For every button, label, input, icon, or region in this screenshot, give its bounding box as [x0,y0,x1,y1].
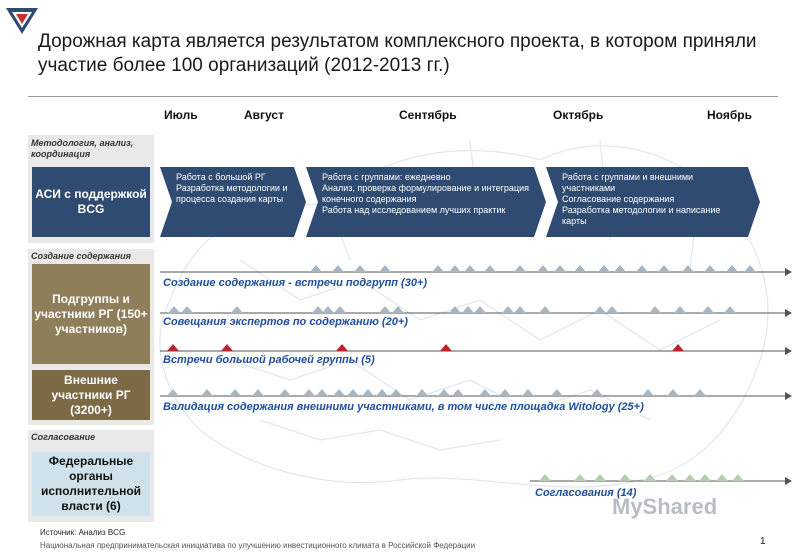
timeline-2-marker [674,306,686,313]
timeline-1-marker [682,265,694,272]
timeline-2-marker [594,306,606,313]
timeline-5-marker [594,474,606,481]
timeline-label-3: Встречи большой рабочей группы (5) [163,354,375,366]
timeline-label-5: Согласования (14) [535,487,637,499]
timeline-2-marker [474,306,486,313]
timeline-4-marker [667,389,679,396]
timeline-2-marker [449,306,461,313]
phase-3-text: Работа с группами и внешними участниками Согласование содержания Разработка методологии и написание карты [562,172,721,226]
watermark [612,494,717,520]
subgroups-label: Подгруппы и участники РГ (150+ участников) [34,291,148,336]
timeline-arrow-2 [785,309,792,317]
timeline-4-marker [642,389,654,396]
federal-label: Федеральные органы исполнительной власти (6) [40,454,142,513]
month-sep: Сентябрь [399,108,457,122]
timeline-2-marker [502,306,514,313]
timeline-2-marker [312,306,324,313]
timeline-1-marker [484,265,496,272]
approval-section-label: Согласование [31,432,96,442]
timeline-2-marker [392,306,404,313]
timeline-4-marker [333,389,345,396]
timeline-4-marker [551,389,563,396]
timeline-4-marker [499,389,511,396]
timeline-1-marker [537,265,549,272]
timeline-2-marker [539,306,551,313]
timeline-5-marker [574,474,586,481]
timeline-1-marker [554,265,566,272]
timeline-3-marker [336,344,348,351]
timeline-4-marker [376,389,388,396]
timeline-5-marker [539,474,551,481]
phase-1-text: Работа с большой РГ Разработка методологии и процесса создания карты [176,172,288,204]
month-aug: Август [244,108,284,122]
month-jul: Июль [164,108,198,122]
timeline-4-marker [591,389,603,396]
timeline-2-marker [606,306,618,313]
timeline-3-marker [672,344,684,351]
timeline-label-2: Совещания экспертов по содержанию (20+) [163,316,408,328]
timeline-5-marker [644,474,656,481]
timeline-5-marker [684,474,696,481]
footer-org: Национальная предпринимательская инициатива по улучшению инвестиционного климата в Российской Федерации [40,541,476,550]
timeline-3-marker [221,344,233,351]
timeline-5-marker [619,474,631,481]
timeline-1-marker [598,265,610,272]
timeline-2-marker [649,306,661,313]
timeline-4-marker [167,389,179,396]
timeline-4-marker [479,389,491,396]
timeline-arrow-3 [785,347,792,355]
timeline-4-marker [279,389,291,396]
timeline-5-marker [716,474,728,481]
timeline-1-marker [574,265,586,272]
timeline-1-marker [614,265,626,272]
timeline-4-marker [303,389,315,396]
timeline-4-marker [390,389,402,396]
timeline-3-marker [440,344,452,351]
timeline-1-marker [514,265,526,272]
timeline-4-marker [252,389,264,396]
timeline-1-marker [310,265,322,272]
timeline-4-marker [362,389,374,396]
methodology-section-label: Методология, анализ, координация [31,138,134,159]
timeline-2-marker [462,306,474,313]
timeline-1-marker [449,265,461,272]
timeline-1-marker [636,265,648,272]
timeline-1-marker [332,265,344,272]
timeline-1-marker [658,265,670,272]
timeline-4-marker [522,389,534,396]
timeline-2-marker [322,306,334,313]
timeline-2-marker [724,306,736,313]
month-nov: Ноябрь [707,108,752,122]
phase-2-text: Работа с группами: ежедневно Анализ, проверка формулирование и интеграция конечного содержания Работа над исследованием лучших практик [322,172,529,215]
timeline-label-1: Создание содержания - встречи подгрупп (30+) [163,277,428,289]
timeline-arrow-5 [785,477,792,485]
timeline-1-marker [464,265,476,272]
timeline-2-marker [702,306,714,313]
timeline-arrow-1 [785,268,792,276]
timeline-2-marker [379,306,391,313]
timeline-4-marker [438,389,450,396]
timeline-3-marker [167,344,179,351]
timeline-4-marker [347,389,359,396]
timeline-5-marker [699,474,711,481]
timeline-1-marker [726,265,738,272]
page-number: 1 [760,536,766,547]
timeline-5-marker [732,474,744,481]
timeline-4-marker [452,389,464,396]
watermark-text: MyShared [612,494,718,519]
timeline-arrow-4 [785,392,792,400]
timeline-1-marker [432,265,444,272]
timeline-1-marker [744,265,756,272]
timeline-1-marker [379,265,391,272]
external-label: Внешние участники РГ (3200+) [51,372,131,417]
timeline-4-marker [694,389,706,396]
asi-label: АСИ с поддержкой BCG [35,187,147,216]
timeline-2-marker [231,306,243,313]
page-title: Дорожная карта является результатом комплексного проекта, в котором приняли участие более 100 организаций (2012-2013 гг.) [38,31,757,76]
content-section-label: Создание содержания [31,251,131,261]
timeline-label-4: Валидация содержания внешними участниками, в том числе площадка Witology (25+) [163,401,644,413]
source-note: Источник: Анализ BCG [40,528,126,537]
timeline-4-marker [416,389,428,396]
timeline-2-marker [514,306,526,313]
timeline-1-marker [354,265,366,272]
timeline-4-marker [316,389,328,396]
timeline-2-marker [168,306,180,313]
timeline-5-marker [666,474,678,481]
timeline-2-marker [181,306,193,313]
timeline-1-marker [704,265,716,272]
timeline-4-marker [229,389,241,396]
timeline-2-marker [334,306,346,313]
month-oct: Октябрь [553,108,604,122]
timeline-4-marker [201,389,213,396]
